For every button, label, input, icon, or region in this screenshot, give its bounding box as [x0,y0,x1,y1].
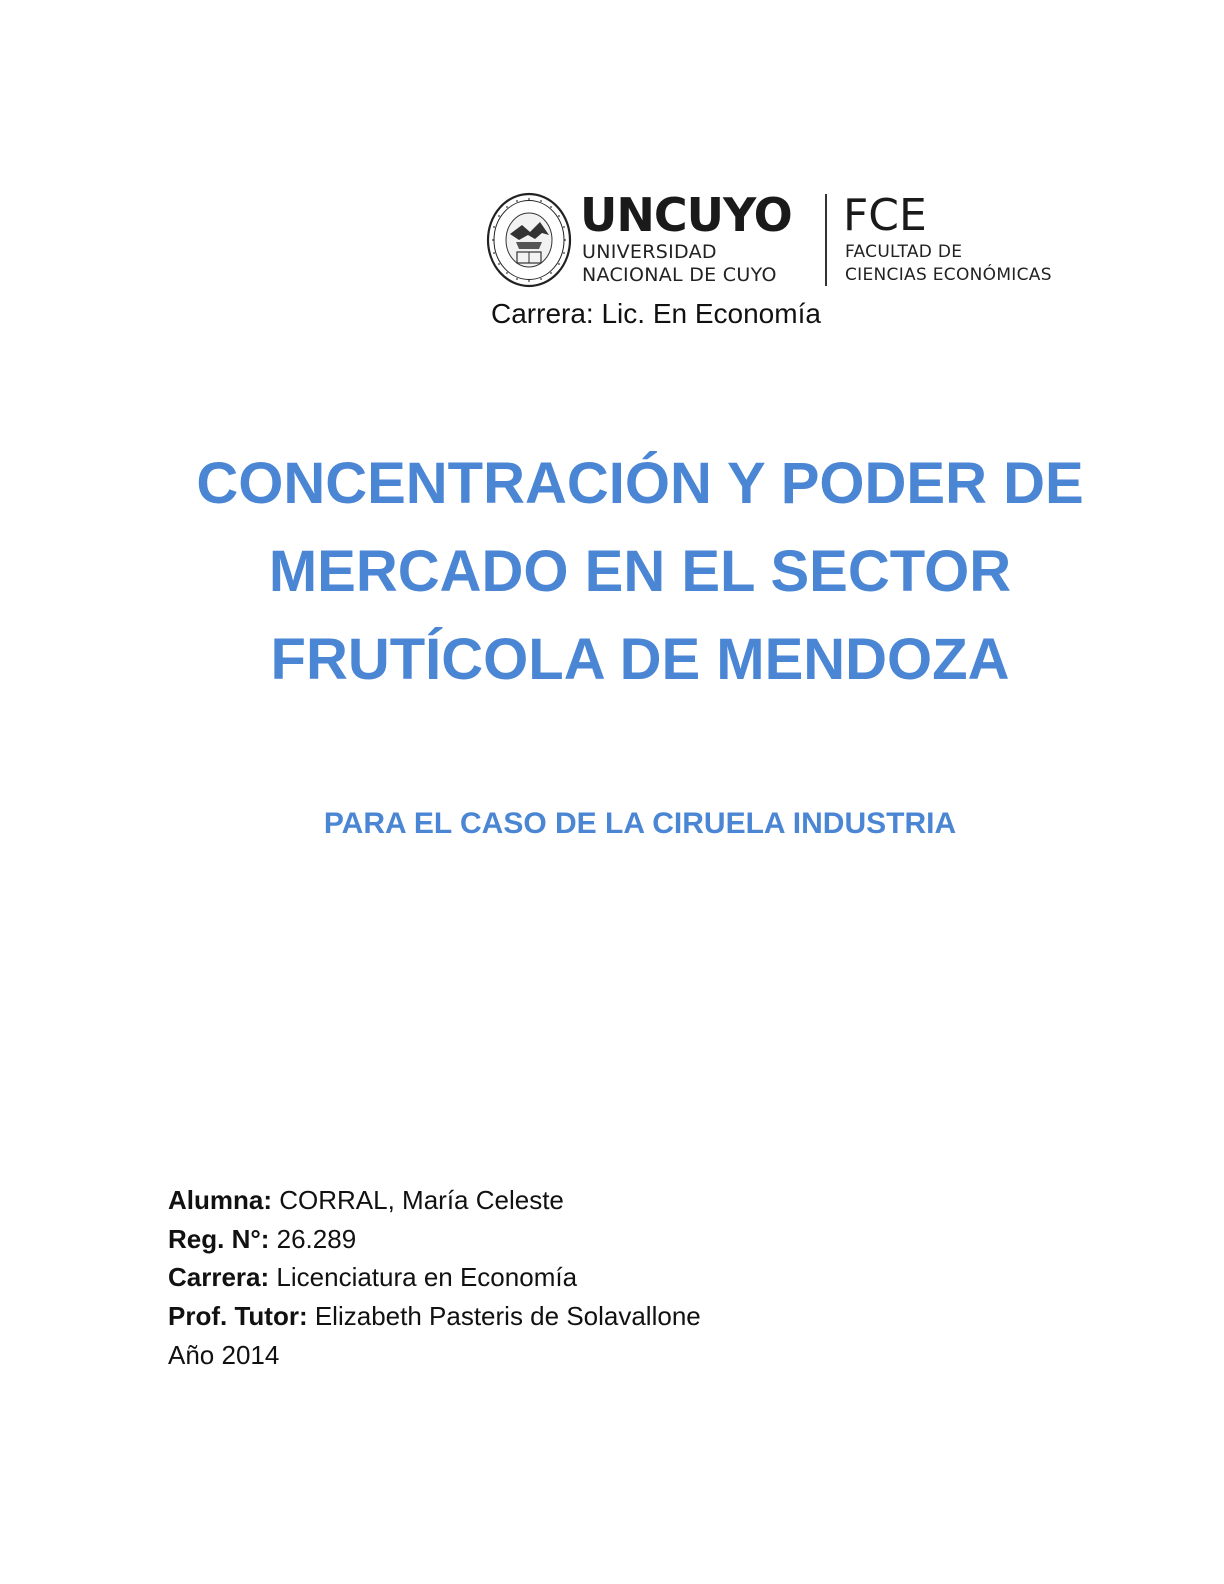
faculty-line-2: CIENCIAS ECONÓMICAS [845,265,1052,285]
student-row [168,1181,701,1220]
university-line-1: UNIVERSIDAD [582,241,717,263]
tutor-row [168,1297,701,1336]
institution-logo [486,190,1106,290]
title-line-2: MERCADO EN EL SECTOR [268,539,1012,604]
university-line-2: NACIONAL DE CUYO [582,264,777,286]
document-title [140,440,1140,704]
document-subtitle: PARA EL CASO DE LA CIRUELA INDUSTRIA [323,807,957,840]
registration-label: Reg. N°: [168,1223,270,1254]
career-header: Carrera: Lic. En Economía [491,298,821,329]
student-value: CORRAL, María Celeste [279,1185,564,1215]
title-line-1: CONCENTRACIÓN Y PODER DE [196,451,1084,516]
title-line-3: FRUTÍCOLA DE MENDOZA [270,627,1010,692]
brand-name: UNCUYO [580,188,792,242]
faculty-line-1: FACULTAD DE [845,242,963,262]
logo-divider [825,194,827,286]
faculty-abbr: FCE [843,190,927,241]
author-details [168,1181,701,1375]
registration-row [168,1220,701,1259]
tutor-value: Elizabeth Pasteris de Solavallone [314,1301,701,1332]
tutor-label: Prof. Tutor: [168,1301,308,1332]
year-row: Año 2014 [168,1339,280,1370]
student-label: Alumna: [168,1185,272,1215]
career-value: Licenciatura en Economía [276,1262,578,1293]
registration-value: 26.289 [276,1223,357,1254]
career-label: Carrera: [168,1262,270,1293]
career-row [168,1258,701,1297]
university-seal-icon [486,192,572,288]
